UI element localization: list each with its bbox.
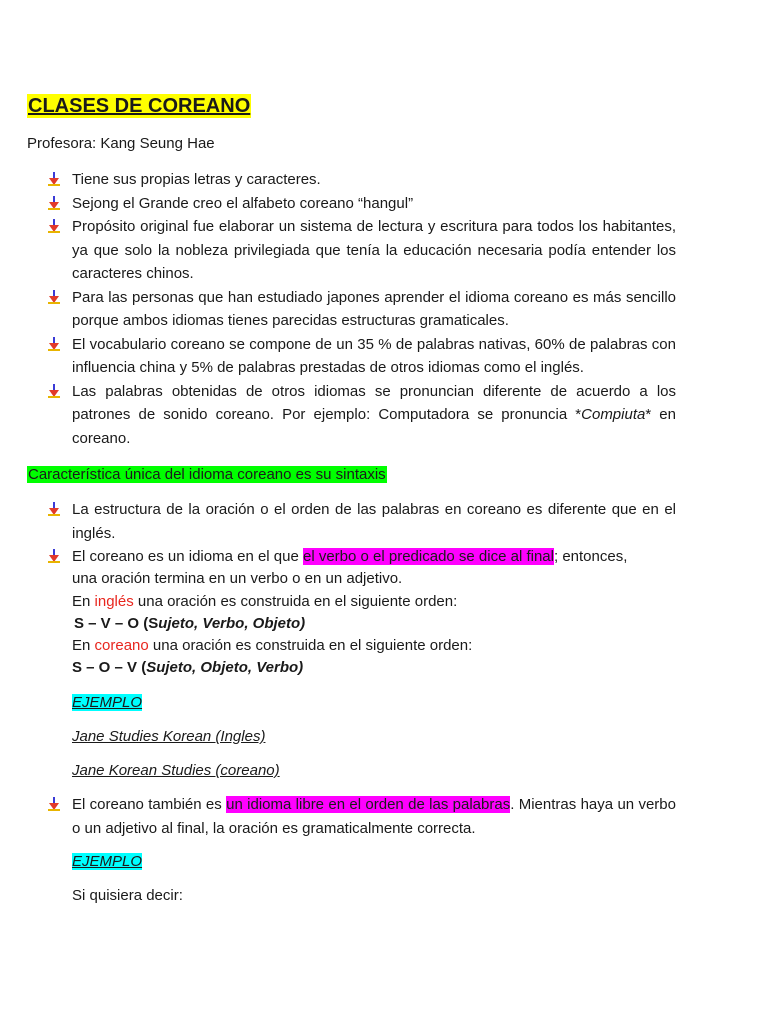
arrow-bullet-icon	[48, 219, 60, 233]
list-item	[48, 793, 676, 840]
bullet8-line2: una oración termina en un verbo o en un adjetivo.	[72, 570, 403, 587]
formula-italic: ujeto, Verbo, Objeto)	[158, 615, 306, 632]
list-item-text-end: * en coreano.	[72, 406, 676, 447]
list-item-text-end: . Mientras haya un verbo o un adjetivo al final, la oración es gramaticalmente correcta.	[72, 796, 676, 837]
list-item-text-end: ; entonces,	[553, 548, 628, 565]
section-heading-text: Característica única del idioma coreano es su sintaxis	[28, 466, 386, 483]
text: En	[72, 637, 95, 654]
formula-bold: S – O – V (	[72, 659, 147, 676]
bullet-list-free-order	[48, 793, 676, 840]
list-item-text: El coreano también es	[72, 796, 227, 813]
list-item-text: Las palabras obtenidas de otros idiomas se pronuncian diferente de acuerdo a los patrones de sonido coreano. Por ejemplo: Computadora se pronuncia *	[72, 382, 676, 423]
example-label-text: EJEMPLO	[72, 853, 143, 870]
formula-bold: S – V – O (S	[74, 615, 159, 632]
highlighted-phrase: un idioma libre en el orden de las palabras	[226, 796, 511, 813]
highlighted-phrase: el verbo o el predicado se dice al final	[302, 548, 554, 565]
text: una oración es construida en el siguiente orden:	[148, 637, 473, 654]
list-item	[48, 215, 676, 286]
example-sentence-1: Jane Studies Korean (Ingles)	[72, 728, 266, 745]
formula-italic: Sujeto, Objeto, Verbo)	[146, 659, 304, 676]
arrow-bullet-icon	[48, 502, 60, 516]
example-label-text: EJEMPLO	[72, 694, 143, 711]
arrow-bullet-icon	[48, 337, 60, 351]
example-label	[72, 692, 142, 714]
arrow-bullet-icon	[48, 797, 60, 811]
arrow-bullet-icon	[48, 196, 60, 210]
list-item-text: La estructura de la oración o el orden de las palabras en coreano es diferente que en el inglés.	[72, 501, 676, 542]
arrow-bullet-icon	[48, 172, 60, 186]
english-formula	[74, 613, 305, 635]
list-item	[48, 545, 676, 569]
italic-word: Compiuta	[581, 406, 646, 423]
korean-formula	[72, 657, 303, 679]
list-item-text: El coreano es un idioma en el que	[72, 548, 303, 565]
list-item-text: Tiene sus propias letras y caracteres.	[72, 171, 321, 188]
text: una oración es construida en el siguiente orden:	[133, 593, 458, 610]
text: En	[72, 593, 95, 610]
arrow-bullet-icon	[48, 290, 60, 304]
list-item	[48, 380, 676, 451]
korean-order-line	[72, 635, 472, 657]
example-label-2	[72, 851, 142, 873]
list-item	[48, 168, 676, 192]
arrow-bullet-icon	[48, 549, 60, 563]
arrow-bullet-icon	[48, 384, 60, 398]
english-order-line	[72, 591, 457, 613]
bullet-list-intro	[48, 168, 676, 450]
list-item	[48, 286, 676, 333]
closing-line: Si quisiera decir:	[72, 887, 183, 904]
list-item	[48, 333, 676, 380]
teacher-line: Profesora: Kang Seung Hae	[27, 135, 215, 152]
list-item-text: El vocabulario coreano se compone de un 35 % de palabras nativas, 60% de palabras con influencia china y 5% de palabras prestadas de otros idiomas como el inglés.	[72, 335, 676, 376]
section-heading	[27, 464, 387, 486]
list-item	[48, 498, 676, 545]
example-sentence-2: Jane Korean Studies (coreano)	[72, 762, 280, 779]
page-title: CLASES DE COREANO	[28, 95, 251, 117]
language-word-ingles: inglés	[94, 593, 134, 610]
list-item-text: Para las personas que han estudiado japones aprender el idioma coreano es más sencillo porque ambos idiomas tienes parecidas estructuras gramaticales.	[72, 288, 676, 329]
list-item	[48, 192, 676, 216]
bullet-list-syntax	[48, 498, 676, 569]
list-item-text: Propósito original fue elaborar un sistema de lectura y escritura para todos los habitantes, ya que solo la nobleza privilegiada que tenía la educación necesaria podía entender los caracteres chinos.	[72, 218, 676, 282]
language-word-coreano: coreano	[94, 637, 149, 654]
list-item-text: Sejong el Grande creo el alfabeto coreano “hangul”	[72, 194, 414, 212]
